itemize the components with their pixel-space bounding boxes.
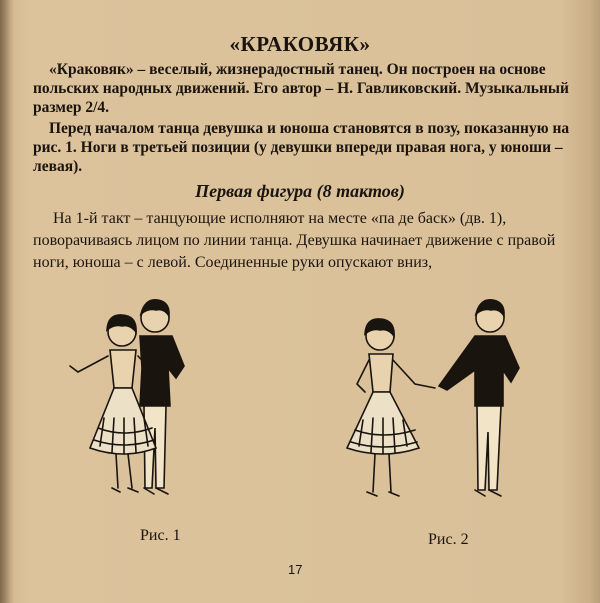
caption-figure-1: Рис. 1 <box>140 527 181 544</box>
caption-figure-2: Рис. 2 <box>428 531 469 548</box>
start-position-paragraph: Перед началом танца девушка и юноша становятся в позу, показанную на рис. 1. Ноги в третьей позиции (у девушки впереди правая нога, у юноши – левая). <box>33 120 570 175</box>
figure-heading: Первая фигура (8 тактов) <box>195 181 405 201</box>
intro-paragraph: «Краковяк» – веселый, жизнерадостный танец. Он построен на основе польских народных движений. Его автор – Н. Гавликовский. Музыкальный размер 2/4. <box>33 61 569 116</box>
figure-description: На 1-й такт – танцующие исполняют на месте «па де баск» (дв. 1), поворачиваясь лицом по линии танца. Девушка начинает движение с правой ноги, юноша – с левой. Соединенные руки опускают вниз, <box>33 210 556 271</box>
illustration-dancers-2 <box>335 292 545 517</box>
page-number: 17 <box>288 562 303 577</box>
illustration-dancers-1 <box>60 288 220 513</box>
page-title: «КРАКОВЯК» <box>229 32 371 56</box>
binding-shadow <box>0 0 14 603</box>
